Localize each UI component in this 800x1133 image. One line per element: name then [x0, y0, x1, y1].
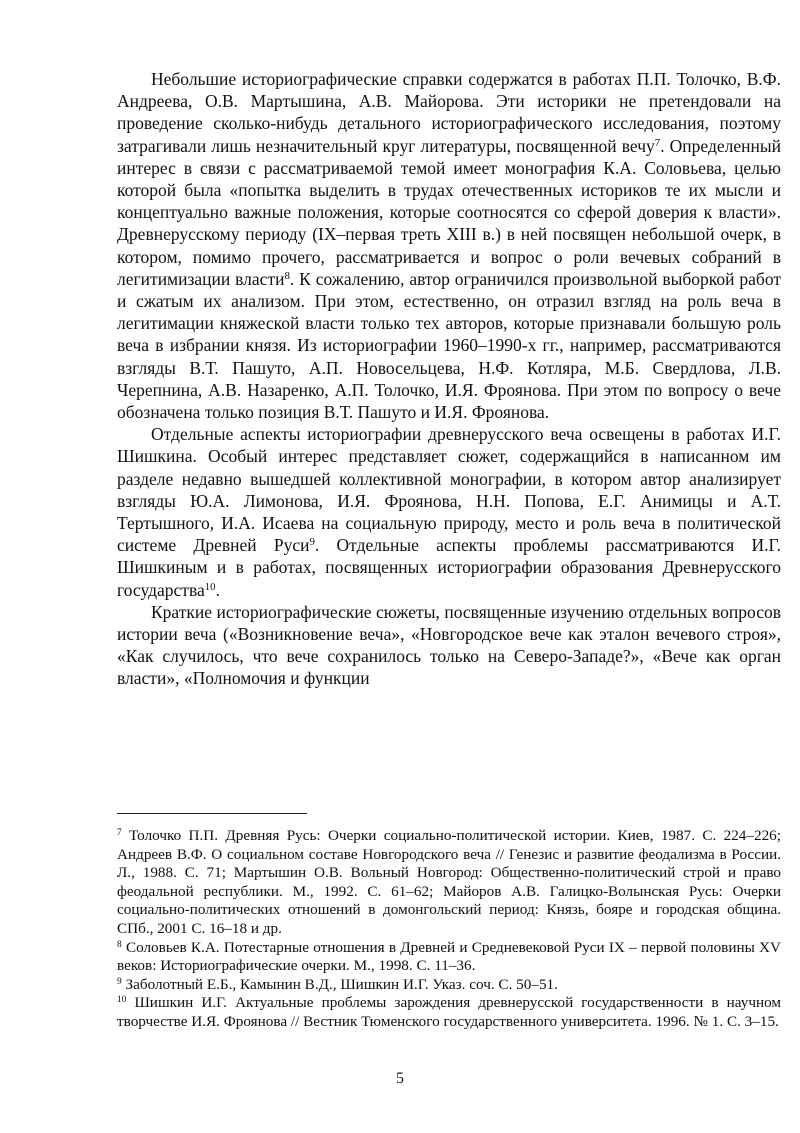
footnote-number: 8 [117, 939, 122, 950]
footnote-ref: 9 [309, 536, 315, 549]
footnote-ref: 10 [204, 580, 216, 593]
footnote-number: 7 [117, 827, 122, 838]
footnote-text: Шишкин И.Г. Актуальные проблемы зарождения древнерусской государственности в научном творчестве И.Я. Фроянова // Вестник Тюменского государственного университета. 1996. № 1. С. 3–15. [117, 994, 781, 1030]
footnote [117, 994, 781, 1031]
text-run: . К сожалению, автор ограничился произвольной выборкой работ и сжатым их анализом. При этом, естественно, он отразил взгляд на роль веча в легитимации княжеской власти только тех авторов, которые признавали большую роль веча в избрании князя. Из историографии 1960–1990-х гг., например, рассматриваются взгляды В.Т. Пашуто, А.П. Новосельцева, Н.Ф. Котляра, М.Б. Свердлова, Л.В. Черепнина, А.В. Назаренко, А.П. Толочко, И.Я. Фроянова. При этом по вопросу о вече обозначена только позиция В.Т. Пашуто и И.Я. Фроянова. [117, 268, 781, 423]
text-run: Небольшие историографические справки содержатся в работах П.П. Толочко, В.Ф. Андреева, О.В. Мартышина, А.В. Майорова. Эти историки не претендовали на проведение сколько-нибудь детального историографического исследования, поэтому затрагивали лишь незначительный круг литературы, посвященной вечу [117, 69, 781, 156]
footnote [117, 976, 781, 995]
text-run: . [215, 579, 220, 600]
footnote-text: Толочко П.П. Древняя Русь: Очерки социально-политической истории. Киев, 1987. С. 224–226; Андреев В.Ф. О социальном составе Новгородского веча // Генезис и развитие феодализма в России. Л., 1988. С. 71; Мартышин О.В. Вольный Новгород: Общественно-политический строй и право феодальной республики. М., 1992. С. 61–62; Майоров А.В. Галицко-Волынская Русь: Очерки социально-политических отношений в домонгольский период: Князь, бояре и городская община. СПб., 2001 С. 16–18 и др. [117, 827, 781, 937]
body-text [117, 68, 781, 690]
paragraph [117, 601, 781, 690]
footnote-ref: 8 [284, 269, 290, 282]
paragraph [117, 68, 781, 423]
footnote [117, 827, 781, 939]
text-run: . Определенный интерес в связи с рассматриваемой темой имеет монография К.А. Соловьева, целью которой была «попытка выделить в трудах отечественных историков те их мысли и концептуально важные положения, которые соотносятся со сферой доверия к власти». Древнерусскому периоду (IX–первая треть XIII в.) в ней посвящен небольшой очерк, в котором, помимо прочего, рассматривается и вопрос о роли вечевых собраний в легитимизации власти [117, 135, 781, 289]
footnote-ref: 7 [654, 136, 661, 149]
text-run: Отдельные аспекты историографии древнерусского веча освещены в работах И.Г. Шишкина. Особый интерес представляет сюжет, содержащийся в написанном им разделе недавно вышедшей коллективной монографии, в котором автор анализирует взгляды Ю.А. Лимонова, И.Я. Фроянова, Н.Н. Попова, Е.Г. Анимицы и А.Т. Тертышного, И.А. Исаева на социальную природу, место и роль веча в политической системе Древней Руси [117, 424, 781, 556]
footnote-text: Заболотный Е.Б., Камынин В.Д., Шишкин И.Г. Указ. соч. С. 50–51. [121, 975, 558, 993]
text-run: Краткие историографические сюжеты, посвященные изучению отдельных вопросов истории веча («Возникновение веча», «Новгородское вече как эталон вечевого строя», «Как случилось, что вече сохранилось только на Северо-Западе?», «Вече как орган власти», «Полномочия и функции [117, 601, 781, 689]
footnote [117, 939, 781, 976]
footnote-number: 9 [117, 976, 122, 987]
footnotes [117, 827, 781, 1032]
page-number: 5 [396, 1070, 404, 1087]
paragraph [117, 423, 781, 601]
footnote-number: 10 [117, 995, 127, 1006]
text-run: . Отдельные аспекты проблемы рассматриваются И.Г. Шишкиным и в работах, посвященных историографии образования Древнерусского государства [117, 535, 781, 600]
footnote-separator [117, 813, 307, 814]
footnote-text: Соловьев К.А. Потестарные отношения в Древней и Средневековой Руси IX – первой половины XV веков: Историографические очерки. М., 1998. С. 11–36. [117, 938, 781, 975]
